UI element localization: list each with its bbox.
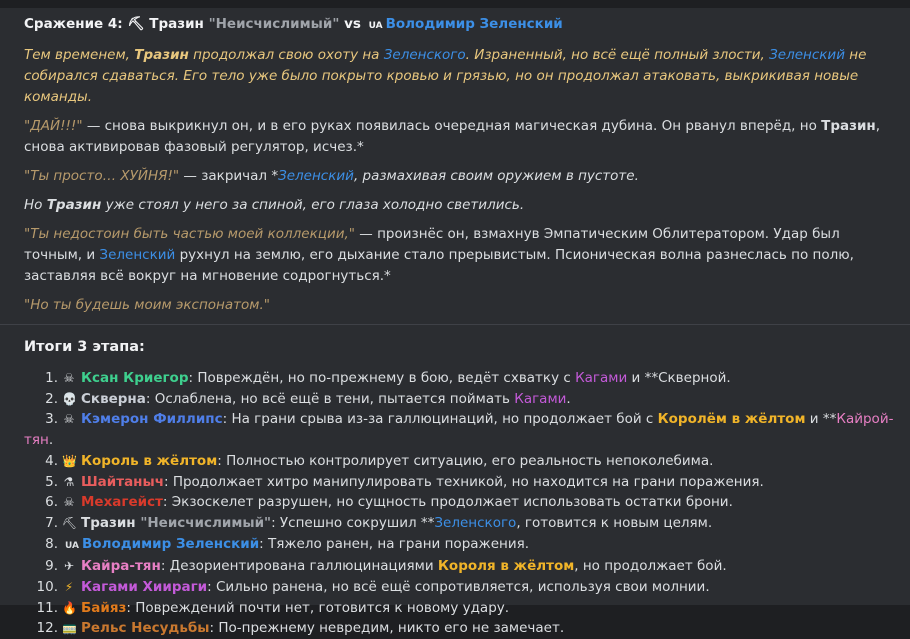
item-text: , готовится к новым целям. <box>516 514 713 531</box>
character-name: Кайра-тян <box>81 558 161 575</box>
flask-icon: ⚗ <box>63 474 75 489</box>
list-item <box>24 556 896 577</box>
battle-label: Сражение 4: <box>24 16 123 32</box>
item-number: 10. <box>36 579 58 596</box>
item-text: : На грани срыва из-за галлюцинаций, но продолжает бой с <box>222 411 658 428</box>
character-name: Шайтаныч <box>81 473 164 490</box>
item-text: . <box>48 432 54 449</box>
skull-crossbones-icon: ☠ <box>63 495 75 510</box>
p4-text-c: уже стоял у него за спиной, его глаза холодно светились. <box>101 197 525 213</box>
p3-zelensky-link: Зеленский <box>278 168 354 184</box>
item-text: : Повреждений почти нет, готовится к новому удару. <box>126 599 510 616</box>
item-text: : Ослаблена, но всё ещё в тени, пытается поймать <box>145 390 515 407</box>
item-number: 2. <box>45 390 58 407</box>
item-number: 5. <box>45 473 58 490</box>
p1-text-a: Тем временем, <box>24 47 135 63</box>
skull-icon: ☠ <box>63 371 75 385</box>
fighter1-nickname: "Неисчислимый" <box>208 16 340 32</box>
railcar-icon: 🚃 <box>62 621 77 636</box>
p3-quote: "Ты просто… ХУЙНЯ!" <box>24 168 180 184</box>
character-name: Кагами Хиираги <box>81 579 208 596</box>
list-item <box>24 577 896 598</box>
narration-paragraph-3 <box>24 166 896 187</box>
ua-flag-icon: UA <box>368 21 383 31</box>
p4-trazin: Тразин <box>46 197 102 213</box>
item-number: 8. <box>45 535 58 552</box>
pickaxe-icon: ⛏ <box>127 16 145 32</box>
narration-paragraph-5 <box>24 224 896 287</box>
item-text: и **Скверной. <box>627 370 731 386</box>
p1-zelensky-link: Зеленского <box>383 47 466 63</box>
item-number: 12. <box>36 620 58 637</box>
item-text: , но продолжает бой. <box>574 558 727 575</box>
character-nickname: "Неисчислимый" <box>135 514 272 531</box>
character-ref: Кайрой-тян <box>24 411 894 449</box>
item-text: : Успешно сокрушил ** <box>271 514 435 531</box>
item-number: 11. <box>36 599 58 616</box>
pickaxe-icon: ⛏ <box>62 515 78 530</box>
item-text: : Экзоскелет разрушен, но сущность продолжает использовать остатки брони. <box>162 494 733 511</box>
crown-icon: 👑 <box>62 453 77 468</box>
p5-text-b: — произнёс он, взмахнув Эмпатическим Облитератором. Удар был точным, и <box>24 226 840 263</box>
character-name: Король в жёлтом <box>81 452 218 469</box>
item-number: 3. <box>45 411 58 428</box>
item-text: : По-прежнему невредим, никто его не замечает. <box>209 620 565 637</box>
narration-paragraph-4 <box>24 195 896 216</box>
item-text: : Повреждён, но по-прежнему в бою, ведёт схватку с <box>188 370 576 386</box>
p1-text-g: не собирался сдаваться. Его тело уже было покрыто кровью и грязью, но он продолжал атаковать, выкрикивая новые команды. <box>24 47 867 105</box>
list-item <box>24 492 896 513</box>
vs-label: vs <box>344 16 361 32</box>
list-item <box>24 534 896 557</box>
list-item <box>24 618 896 639</box>
p4-text-a: Но <box>24 197 47 213</box>
p2-quote: "ДАЙ!!!" <box>24 118 83 134</box>
item-text: . <box>566 390 571 407</box>
item-number: 6. <box>45 494 58 511</box>
list-item <box>24 451 896 472</box>
p1-text-c: продолжал свою охоту на <box>188 47 384 63</box>
character-name: Володимир Зеленский <box>82 535 260 552</box>
list-item <box>24 368 896 389</box>
character-name: Ксан Криегор <box>81 370 189 386</box>
p5-zelensky-link: Зеленский <box>99 247 176 263</box>
p3-text-d: , размахивая своим оружием в пустоте. <box>353 168 639 184</box>
list-item <box>24 472 896 493</box>
item-number: 4. <box>45 452 58 469</box>
item-number: 9. <box>45 558 58 575</box>
character-ref: Зеленского <box>434 514 517 531</box>
item-text: : Продолжает хитро манипулировать техникой, но находится на грани поражения. <box>163 473 764 490</box>
summary-title: Итоги 3 этапа: <box>24 339 145 355</box>
item-text: : Дезориентирована галлюцинациями <box>160 558 438 575</box>
skull-icon: ☠ <box>63 412 75 427</box>
character-name: Тразин <box>81 514 136 531</box>
p3-text-b: — закричал * <box>179 168 279 184</box>
narration-paragraph-2 <box>24 116 896 158</box>
fire-icon: 🔥 <box>62 600 77 615</box>
summary-list <box>24 368 896 639</box>
fighter2-name: Володимир Зеленский <box>385 16 563 32</box>
divider <box>0 324 910 325</box>
p2-trazin: Тразин <box>821 118 876 134</box>
list-item <box>24 598 896 619</box>
lightning-icon: ⚡ <box>64 580 74 595</box>
p5-quote: "Ты недостоин быть частью моей коллекции," <box>24 226 355 242</box>
p1-zelensky-link-2: Зеленский <box>769 47 845 63</box>
battle-heading <box>24 14 896 37</box>
p5-text-d: рухнул на землю, его дыхание стало прерывистым. Псионическая волна разнеслась по полю, заставляя всё вокруг на мгновение содрогнуться.* <box>24 247 854 284</box>
character-ref: Короля в жёлтом <box>437 558 575 575</box>
character-name: Байяз <box>81 599 127 616</box>
p2-text-b: — снова выкрикнул он, и в его руках появилась очередная магическая дубина. Он рванул вперёд, но <box>82 118 822 134</box>
item-text: : Сильно ранена, но всё ещё сопротивляется, используя свои молнии. <box>207 579 710 596</box>
airplane-icon: ✈ <box>63 559 75 574</box>
skull-icon: 💀 <box>62 391 77 406</box>
list-item <box>24 513 896 534</box>
narration-paragraph-6: "Но ты будешь моим экспонатом." <box>24 297 270 313</box>
item-text: : Полностью контролирует ситуацию, его реальность непоколебима. <box>217 452 714 469</box>
narration-paragraph-1 <box>24 45 896 108</box>
p1-trazin: Тразин <box>134 47 189 63</box>
character-name: Мехагейст <box>81 494 163 511</box>
p2-text-d: , снова активировав фазовый регулятор, исчез.* <box>24 118 881 155</box>
item-number: 7. <box>45 514 58 531</box>
list-item <box>24 389 896 410</box>
item-number: 1. <box>45 370 58 386</box>
character-ref: Кагами <box>514 390 567 407</box>
character-ref: Королём в жёлтом <box>657 411 806 428</box>
character-name: Кэмерон Филлипс <box>81 411 223 428</box>
fighter1-name: Тразин <box>149 16 204 32</box>
character-name: Рельс Несудьбы <box>81 620 210 637</box>
character-name: Скверна <box>81 390 146 407</box>
character-ref: Кагами <box>575 370 628 386</box>
item-text: и ** <box>805 411 837 428</box>
list-item <box>24 409 896 450</box>
item-text: : Тяжело ранен, на грани поражения. <box>259 535 530 552</box>
ua-flag-icon: UA <box>65 540 79 551</box>
p1-text-e: . Израненный, но всё ещё полный злости, <box>465 47 770 63</box>
